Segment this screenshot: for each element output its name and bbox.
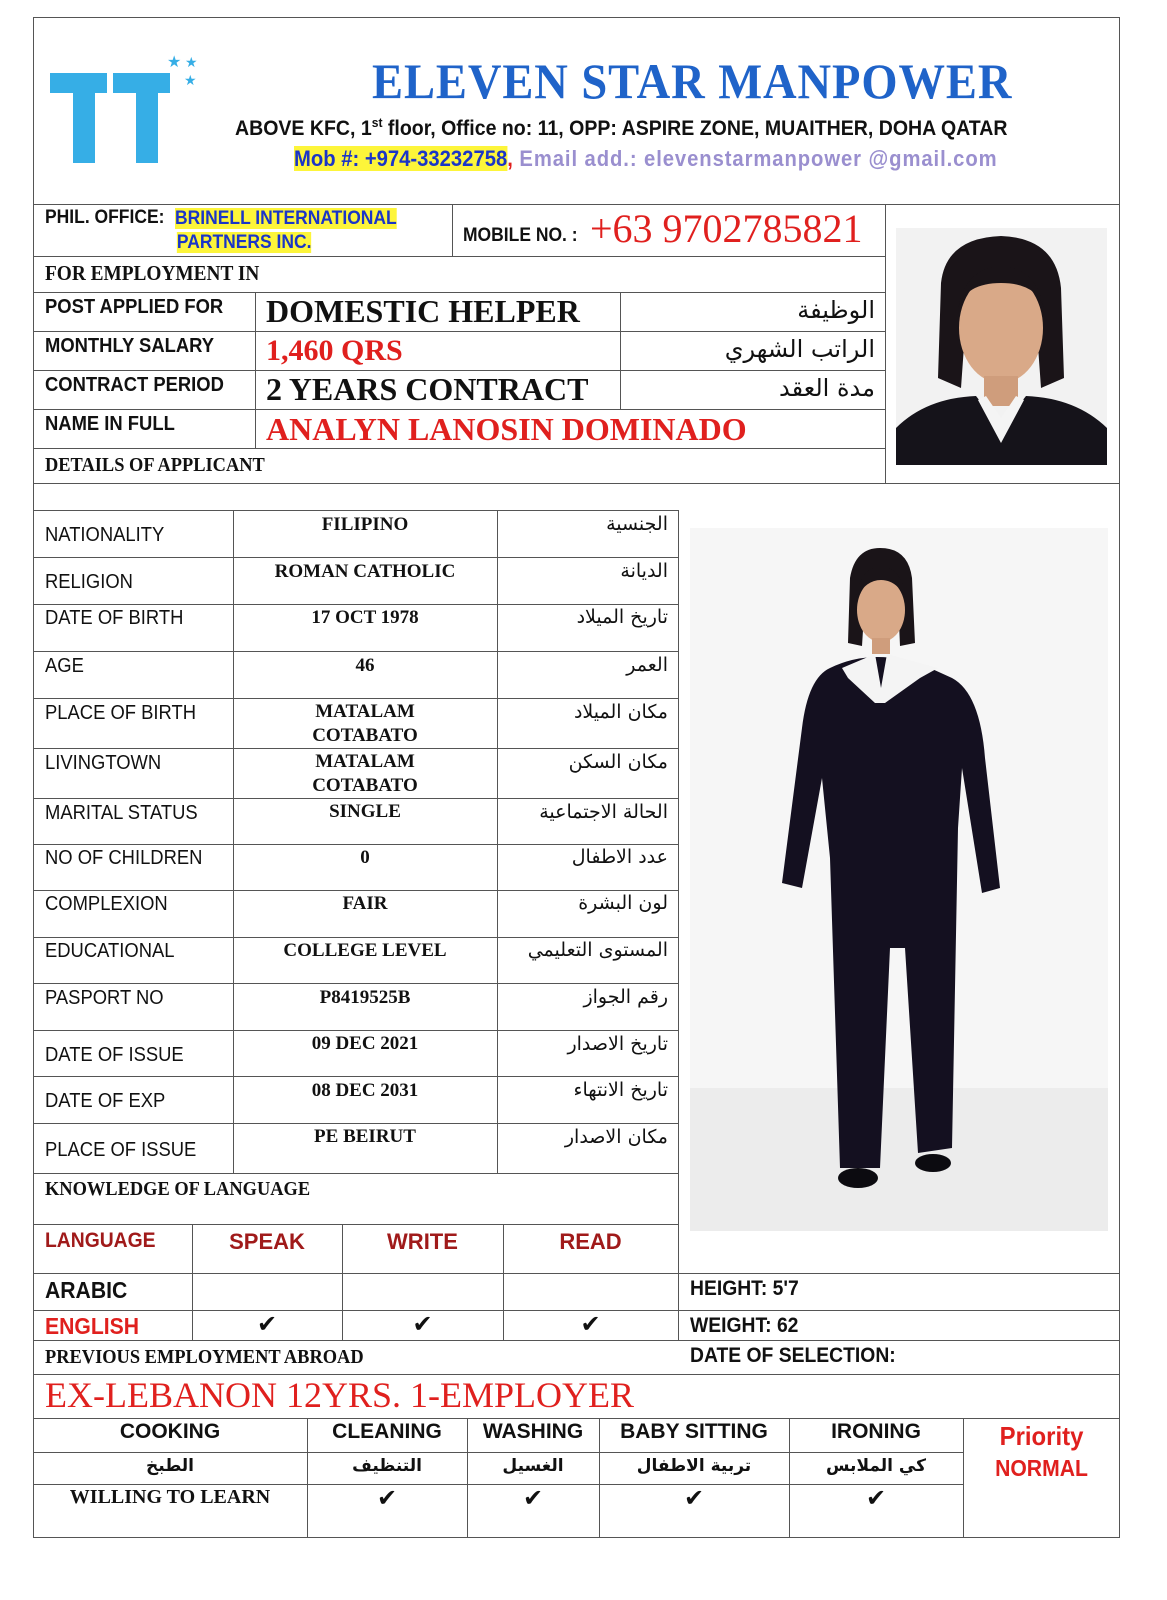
- detail-arabic: الحالة الاجتماعية: [539, 801, 668, 823]
- previous-employment-value: EX-LEBANON 12YRS. 1-EMPLOYER: [45, 1375, 634, 1415]
- svg-text:★: ★: [184, 73, 197, 89]
- svg-text:★: ★: [185, 55, 198, 71]
- company-address: [235, 115, 1053, 141]
- weight-value: 62: [776, 1314, 799, 1337]
- language-name-arabic: ARABIC: [45, 1277, 128, 1303]
- skill-label-cleaning: CLEANING: [332, 1420, 442, 1443]
- skill-label-cooking: COOKING: [119, 1420, 221, 1443]
- employment-value: 1,460 QRS: [266, 334, 403, 367]
- employment-label: POST APPLIED FOR: [45, 296, 224, 318]
- employment-arabic: الراتب الشهري: [724, 335, 875, 363]
- height-field: [690, 1277, 799, 1301]
- company-name: ELEVEN STAR MANPOWER: [372, 53, 1013, 109]
- previous-employment-heading: PREVIOUS EMPLOYMENT ABROAD: [45, 1346, 364, 1368]
- company-email[interactable]: Email add.: elevenstarmanpower @gmail.com: [512, 146, 998, 171]
- skill-arabic-ironing: كي الملابس: [826, 1456, 926, 1476]
- contact-comma: ,: [507, 146, 513, 171]
- detail-arabic: مكان الميلاد: [573, 701, 668, 723]
- detail-value: SINGLE: [329, 801, 401, 822]
- full-body-image: [690, 528, 1108, 1231]
- height-value: 5'7: [772, 1277, 799, 1300]
- detail-label: DATE OF BIRTH: [45, 607, 184, 629]
- detail-label: PLACE OF BIRTH: [45, 702, 196, 724]
- employment-arabic: الوظيفة: [797, 296, 875, 324]
- detail-value: COLLEGE LEVEL: [283, 940, 447, 961]
- detail-arabic: مكان السكن: [568, 751, 668, 773]
- weight-field: [690, 1314, 798, 1338]
- date-of-selection-label: DATE OF SELECTION:: [690, 1344, 896, 1367]
- language-header-language: LANGUAGE: [45, 1229, 156, 1252]
- language-header-write: WRITE: [387, 1229, 458, 1254]
- company-contact: [294, 146, 1076, 172]
- english-speak-check-icon: ✔: [256, 1310, 278, 1338]
- full-name-value: ANALYN LANOSIN DOMINADO: [266, 411, 747, 447]
- detail-value: 09 DEC 2021: [311, 1033, 419, 1054]
- detail-value: 0: [360, 847, 370, 868]
- detail-value: FAIR: [342, 893, 388, 914]
- phil-office-name: [175, 207, 397, 255]
- address-part: ABOVE KFC, 1: [235, 117, 372, 140]
- english-read-check-icon: ✔: [580, 1310, 601, 1338]
- company-logo: [45, 45, 205, 170]
- company-mobile[interactable]: Mob #: +974-33232758: [294, 146, 508, 171]
- skill-label-baby-sitting: BABY SITTING: [620, 1420, 768, 1443]
- detail-arabic: تاريخ الانتهاء: [573, 1079, 668, 1101]
- skill-check-ironing-icon: ✔: [865, 1484, 887, 1512]
- detail-arabic: المستوى التعليمي: [527, 939, 668, 961]
- english-write-check-icon: ✔: [412, 1310, 433, 1338]
- priority-label: Priority: [999, 1421, 1084, 1451]
- detail-label: EDUCATIONAL: [45, 940, 175, 962]
- detail-label: NATIONALITY: [45, 524, 165, 546]
- detail-label: AGE: [45, 655, 84, 677]
- skill-arabic-baby-sitting: تربية الاطفال: [636, 1456, 752, 1476]
- height-label: HEIGHT:: [690, 1277, 768, 1300]
- detail-value: ROMAN CATHOLIC: [274, 561, 456, 582]
- detail-arabic: مكان الاصدار: [564, 1126, 668, 1148]
- detail-label: LIVINGTOWN: [45, 752, 162, 774]
- detail-label: COMPLEXION: [45, 893, 168, 915]
- detail-label: PASPORT NO: [45, 987, 164, 1009]
- detail-label: NO OF CHILDREN: [45, 847, 203, 869]
- logo-eleven-icon: [45, 45, 205, 170]
- skill-label-washing: WASHING: [482, 1420, 584, 1443]
- detail-arabic: الجنسية: [606, 513, 668, 535]
- phil-office-label: PHIL. OFFICE:: [45, 207, 165, 228]
- skill-check-washing-icon: ✔: [522, 1484, 544, 1512]
- detail-value: 46: [355, 655, 375, 676]
- applicant-full-body-photo: [690, 528, 1108, 1231]
- headshot-image: [896, 228, 1107, 465]
- detail-value: P8419525B: [319, 987, 411, 1008]
- svg-text:★: ★: [167, 52, 182, 71]
- skill-check-cleaning-icon: ✔: [376, 1484, 398, 1512]
- employment-label: CONTRACT PERIOD: [45, 374, 224, 396]
- mobile-no-value: +63 9702785821: [590, 206, 863, 251]
- skill-arabic-cleaning: التنظيف: [352, 1456, 422, 1476]
- phil-office-name-line1: BRINELL INTERNATIONAL: [175, 208, 397, 229]
- detail-label: DATE OF ISSUE: [45, 1044, 184, 1066]
- phil-office-name-line2: PARTNERS INC.: [176, 232, 312, 253]
- detail-value: MATALAM COTABATO: [312, 751, 418, 796]
- employment-heading: FOR EMPLOYMENT IN: [45, 261, 260, 285]
- employment-label: MONTHLY SALARY: [45, 335, 215, 357]
- detail-label: DATE OF EXP: [45, 1090, 166, 1112]
- employment-arabic: مدة العقد: [779, 374, 875, 402]
- language-name-english: ENGLISH: [45, 1313, 140, 1339]
- skill-check-baby-sitting-icon: ✔: [683, 1484, 705, 1512]
- weight-label: WEIGHT:: [690, 1314, 772, 1337]
- detail-value: PE BEIRUT: [314, 1126, 416, 1147]
- language-header-speak: SPEAK: [229, 1229, 305, 1254]
- employment-label: NAME IN FULL: [45, 413, 175, 435]
- detail-arabic: رقم الجواز: [583, 986, 668, 1008]
- detail-arabic: العمر: [626, 654, 668, 676]
- skill-label-ironing: IRONING: [831, 1420, 921, 1443]
- language-heading: KNOWLEDGE OF LANGUAGE: [45, 1178, 311, 1200]
- priority-value: NORMAL: [995, 1455, 1088, 1481]
- detail-value: FILIPINO: [321, 514, 409, 535]
- detail-arabic: عدد الاطفال: [571, 846, 668, 868]
- detail-value: 08 DEC 2031: [311, 1080, 419, 1101]
- detail-value: 17 OCT 1978: [311, 607, 419, 628]
- address-superscript: st: [371, 115, 383, 130]
- skill-arabic-cooking: الطبخ: [146, 1456, 194, 1476]
- detail-label: RELIGION: [45, 571, 133, 593]
- detail-arabic: تاريخ الميلاد: [576, 606, 668, 628]
- detail-arabic: لون البشرة: [578, 892, 668, 914]
- skill-arabic-washing: الغسيل: [502, 1456, 564, 1476]
- employment-value: 2 YEARS CONTRACT: [266, 371, 589, 407]
- skill-mark-cooking: WILLING TO LEARN: [69, 1486, 271, 1508]
- details-heading: DETAILS OF APPLICANT: [45, 454, 265, 476]
- detail-value: MATALAM COTABATO: [312, 701, 418, 746]
- mobile-no-label: MOBILE NO. :: [463, 225, 578, 246]
- detail-arabic: تاريخ الاصدار: [567, 1033, 668, 1055]
- employment-value: DOMESTIC HELPER: [266, 293, 580, 329]
- detail-label: PLACE OF ISSUE: [45, 1139, 197, 1161]
- detail-label: MARITAL STATUS: [45, 802, 198, 824]
- language-header-read: READ: [559, 1229, 622, 1254]
- detail-arabic: الديانة: [620, 560, 668, 582]
- address-part: floor, Office no: 11, OPP: ASPIRE ZONE, MUAITHER, DOHA QATAR: [382, 117, 1008, 140]
- applicant-headshot-photo: [896, 228, 1107, 465]
